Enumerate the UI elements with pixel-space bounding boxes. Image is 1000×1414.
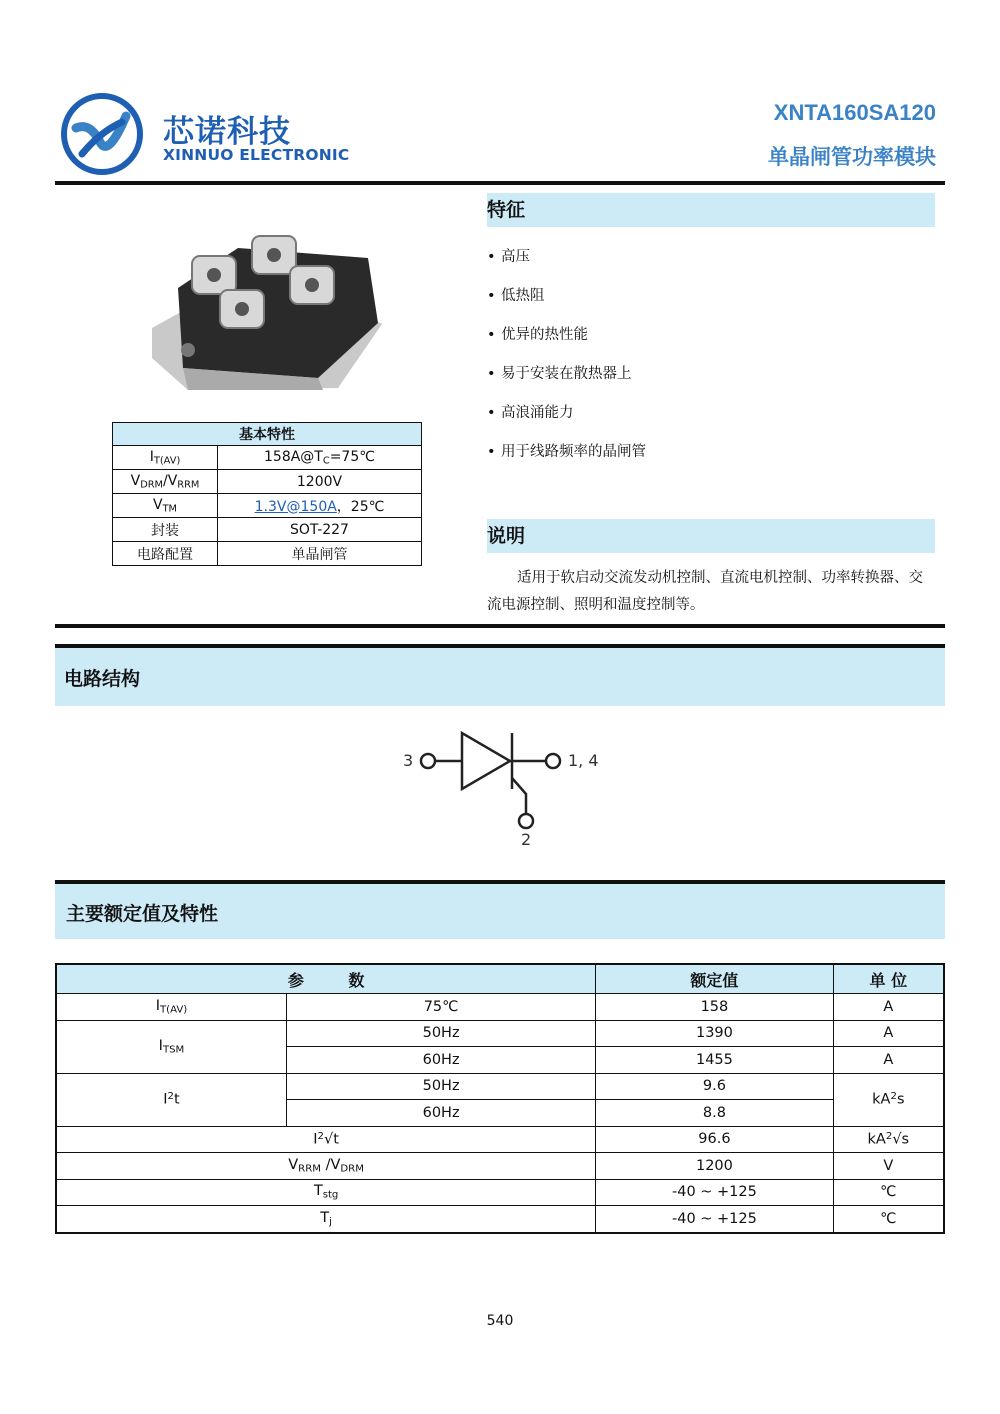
company-name-cn: 芯诺科技 — [163, 114, 291, 150]
table-row: $V_{RRM}$ $/V_{DRM}$ 1200 V — [56, 1153, 944, 1180]
table-row: 封装 SOT-227 — [113, 518, 422, 542]
features-list — [487, 244, 646, 478]
table-row: 60Hz 1455 A — [56, 1047, 944, 1074]
circuit-diagram — [398, 726, 608, 852]
table-row: 电路配置 单晶闸管 — [113, 542, 422, 566]
list-item: • 优异的热性能 — [487, 322, 646, 361]
circuit-title: 电路结构 — [64, 668, 141, 690]
basic-properties-table — [112, 422, 422, 566]
section-rule — [55, 624, 945, 628]
table-row: $I^2t$ 50Hz 9.6 $kA^2s$ — [56, 1073, 944, 1100]
table-row: 60Hz 8.8 — [56, 1100, 944, 1127]
pin-label-gate: 2 — [521, 830, 532, 849]
features-title: 特征 — [487, 193, 935, 227]
logo-icon — [60, 92, 144, 176]
header-unit: 单 位 — [833, 964, 944, 994]
header-param: 参 数 — [56, 964, 596, 994]
pin-label-cathode: 1, 4 — [568, 751, 599, 770]
company-logo — [60, 92, 144, 176]
header-rated: 额定值 — [596, 964, 833, 994]
list-item: • 高浪涌能力 — [487, 400, 646, 439]
list-item: • 用于线路频率的晶闸管 — [487, 439, 646, 478]
part-description: 单晶闸管功率模块 — [768, 145, 936, 169]
list-item: • 高压 — [487, 244, 646, 283]
table-row: $I_{T(AV)}$ 75℃ 158 A — [56, 994, 944, 1021]
table-row: $V_{TM}$ 1.3V@150A，25℃ — [113, 494, 422, 518]
table-row: $V_{DRM}/V_{RRM}$ 1200V — [113, 470, 422, 494]
vtm-link[interactable]: 1.3V@150A — [254, 498, 337, 515]
table-row: $I_{T(AV)}$ $158A@T_C=75℃$ — [113, 446, 422, 470]
table-row: $I^2√t$ 96.6 $kA^2√s$ — [56, 1126, 944, 1153]
part-number: XNTA160SA120 — [773, 100, 936, 125]
pin-label-anode: 3 — [403, 751, 414, 770]
list-item: • 低热阻 — [487, 283, 646, 322]
ratings-title: 主要额定值及特性 — [66, 903, 219, 925]
circuit-section-bar — [55, 644, 945, 706]
description-text: 适用于软启动交流发动机控制、直流电机控制、功率转换器、交流电源控制、照明和温度控制等。 — [487, 570, 923, 613]
description-title: 说明 — [487, 519, 935, 553]
page-number: 540 — [486, 1313, 514, 1329]
product-image — [148, 228, 384, 394]
thyristor-symbol — [398, 726, 608, 852]
header-rule — [55, 181, 945, 185]
company-name-en: XINNUO ELECTRONIC — [163, 146, 350, 164]
list-item: • 易于安装在散热器上 — [487, 361, 646, 400]
table-row: $T_j$ -40 ~ +125 ℃ — [56, 1206, 944, 1233]
basic-table-title: 基本特性 — [113, 423, 422, 446]
table-row: $I_{TSM}$ 50Hz 1390 A — [56, 1020, 944, 1047]
ratings-table — [55, 963, 945, 1234]
table-row: $T_{stg}$ -40 ~ +125 ℃ — [56, 1179, 944, 1206]
